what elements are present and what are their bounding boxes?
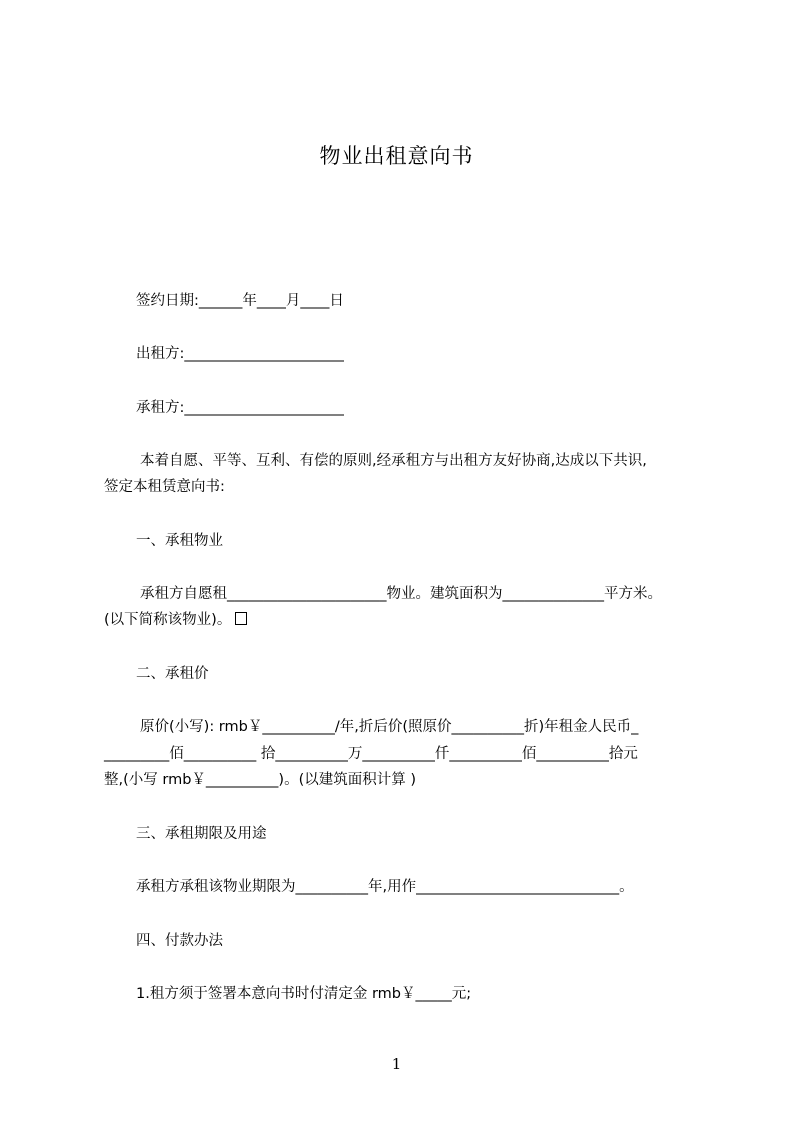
sign-date-field: 签约日期:______年____月____日 [136, 293, 344, 309]
section-2-heading: 二、承租价 [136, 666, 209, 682]
section-2-line-2: _________佰__________ 拾__________万__________仟__________佰__________拾元 [104, 746, 638, 762]
section-1-line-1: 承租方自愿租______________________物业。建筑面积为______________平方米。 [140, 586, 662, 602]
document-title: 物业出租意向书 [319, 144, 474, 168]
section-3-heading: 三、承租期限及用途 [136, 826, 267, 842]
section-2-line-1: 原价(小写): rmb￥__________/年,折后价(照原价__________折)年租金人民币_ [140, 719, 639, 735]
section-4-line-1: 1.租方须于签署本意向书时付清定金 rmb￥_____元; [136, 986, 472, 1002]
section-1-heading: 一、承租物业 [136, 533, 223, 549]
checkbox-icon [235, 612, 247, 625]
intro-paragraph-line-1: 本着自愿、平等、互利、有偿的原则,经承租方与出租方友好协商,达成以下共识, [140, 453, 647, 469]
lessor-field: 出租方:______________________ [136, 346, 344, 362]
section-1-line-2 [104, 609, 704, 631]
intro-paragraph-line-2: 签定本租赁意向书: [104, 479, 225, 495]
section-4-heading: 四、付款办法 [136, 933, 223, 949]
section-3-line-1: 承租方承租该物业期限为__________年,用作____________________________。 [136, 879, 634, 895]
section-2-line-3: 整,(小写 rmb￥__________)。(以建筑面积计算 ) [104, 772, 416, 788]
section-1-line-2-text: (以下简称该物业)。 [104, 612, 232, 628]
page-number: 1 [391, 1055, 402, 1073]
lessee-field: 承租方:______________________ [136, 400, 344, 416]
